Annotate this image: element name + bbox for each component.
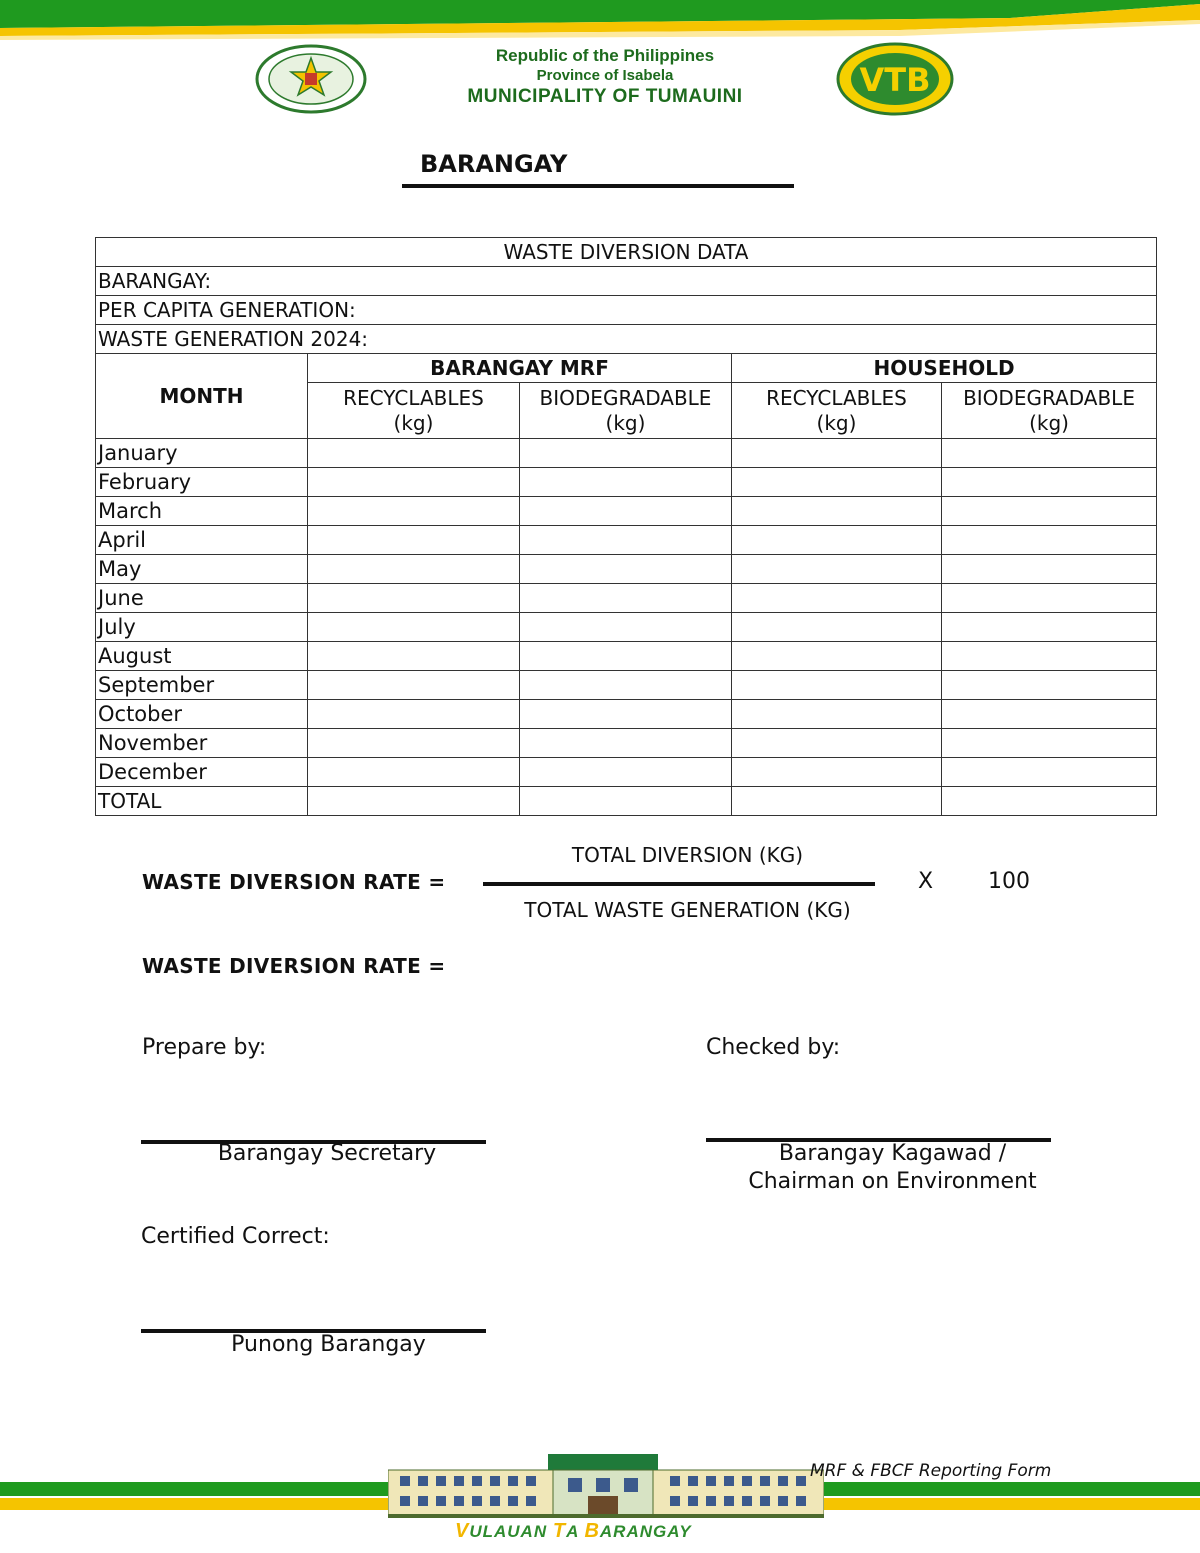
data-cell[interactable]	[732, 642, 942, 671]
data-cell[interactable]	[732, 613, 942, 642]
data-cell[interactable]	[942, 555, 1157, 584]
data-cell[interactable]	[732, 526, 942, 555]
checked-by-name-line1: Barangay Kagawad /	[778, 1141, 1007, 1166]
table-row	[96, 671, 1157, 700]
month-label: April	[96, 526, 308, 555]
data-cell[interactable]	[942, 787, 1157, 816]
data-cell[interactable]	[308, 497, 520, 526]
table-row	[96, 642, 1157, 671]
table-row	[96, 526, 1157, 555]
col-header-unit: (kg)	[605, 410, 646, 435]
table-row	[96, 439, 1157, 468]
col-header-unit: (kg)	[393, 410, 434, 435]
data-cell[interactable]	[308, 729, 520, 758]
data-cell[interactable]	[520, 671, 732, 700]
data-cell[interactable]	[732, 468, 942, 497]
diversion-rate-result-label: WASTE DIVERSION RATE =	[142, 954, 446, 978]
data-cell[interactable]	[520, 526, 732, 555]
slogan-word: ULAUAN	[469, 1522, 553, 1541]
data-cell[interactable]	[520, 497, 732, 526]
col-header-household-recyclables	[732, 383, 942, 439]
month-label: May	[96, 555, 308, 584]
header-color-band	[0, 0, 1200, 40]
data-cell[interactable]	[732, 729, 942, 758]
report-form-label: MRF & FBCF Reporting Form	[810, 1461, 1052, 1481]
checked-by-name-line2: Chairman on Environment	[748, 1169, 1037, 1194]
col-header-name: BIODEGRADABLE	[963, 385, 1135, 410]
month-header: MONTH	[96, 354, 308, 439]
slogan-word: ARANGAY	[599, 1522, 692, 1541]
data-cell[interactable]	[732, 671, 942, 700]
table-row	[96, 555, 1157, 584]
vtb-slogan	[455, 1520, 692, 1543]
col-header-mrf-biodegradable	[520, 383, 732, 439]
data-cell[interactable]	[308, 700, 520, 729]
table-row-total	[96, 787, 1157, 816]
data-cell[interactable]	[520, 787, 732, 816]
data-cell[interactable]	[308, 642, 520, 671]
data-cell[interactable]	[308, 526, 520, 555]
col-header-unit: (kg)	[1029, 410, 1069, 435]
col-header-name: BIODEGRADABLE	[539, 385, 712, 410]
total-label: TOTAL	[96, 787, 308, 816]
header-republic: Republic of the Philippines	[495, 46, 715, 65]
formula-times: X	[918, 869, 934, 894]
month-label: August	[96, 642, 308, 671]
data-cell[interactable]	[308, 787, 520, 816]
info-per-capita[interactable]: PER CAPITA GENERATION:	[96, 296, 1157, 325]
col-header-name: RECYCLABLES	[766, 385, 907, 410]
table-row	[96, 613, 1157, 642]
month-label: January	[96, 439, 308, 468]
month-label: December	[96, 758, 308, 787]
header-province: Province of Isabela	[536, 67, 674, 84]
certified-correct-label: Certified Correct:	[141, 1224, 330, 1249]
checked-by-name	[720, 1140, 1065, 1196]
col-header-name: RECYCLABLES	[343, 385, 484, 410]
header-municipality: MUNICIPALITY OF TUMAUINI	[467, 86, 743, 107]
slogan-initial: B	[584, 1520, 600, 1542]
data-cell[interactable]	[520, 439, 732, 468]
data-cell[interactable]	[732, 439, 942, 468]
barangay-name-line	[402, 184, 794, 188]
data-cell[interactable]	[942, 729, 1157, 758]
data-cell[interactable]	[520, 729, 732, 758]
table-row	[96, 468, 1157, 497]
certified-by-name: Punong Barangay	[231, 1332, 426, 1357]
data-cell[interactable]	[308, 584, 520, 613]
data-cell[interactable]	[942, 497, 1157, 526]
data-cell[interactable]	[308, 555, 520, 584]
data-cell[interactable]	[942, 613, 1157, 642]
barangay-title: BARANGAY	[420, 150, 568, 178]
data-cell[interactable]	[942, 700, 1157, 729]
info-barangay[interactable]: BARANGAY:	[96, 267, 1157, 296]
month-label: October	[96, 700, 308, 729]
table-row	[96, 497, 1157, 526]
slogan-initial: V	[455, 1520, 470, 1542]
month-label: July	[96, 613, 308, 642]
table-row	[96, 729, 1157, 758]
month-label: February	[96, 468, 308, 497]
vtb-seal-text: VTB	[859, 61, 931, 99]
month-label: November	[96, 729, 308, 758]
group-header-barangay-mrf: BARANGAY MRF	[308, 354, 732, 383]
data-cell[interactable]	[942, 584, 1157, 613]
formula-denominator: TOTAL WASTE GENERATION (KG)	[524, 898, 851, 922]
table-row	[96, 758, 1157, 787]
data-cell[interactable]	[520, 758, 732, 787]
data-cell[interactable]	[942, 526, 1157, 555]
month-label: March	[96, 497, 308, 526]
table-title: WASTE DIVERSION DATA	[96, 238, 1157, 267]
data-cell[interactable]	[732, 555, 942, 584]
slogan-initial: T	[552, 1520, 567, 1542]
data-cell[interactable]	[308, 671, 520, 700]
formula-multiplier: 100	[988, 869, 1030, 894]
month-label: June	[96, 584, 308, 613]
data-cell[interactable]	[520, 642, 732, 671]
data-cell[interactable]	[732, 700, 942, 729]
data-cell[interactable]	[308, 439, 520, 468]
data-cell[interactable]	[308, 758, 520, 787]
month-label: September	[96, 671, 308, 700]
data-cell[interactable]	[520, 613, 732, 642]
municipal-building-icon	[388, 1452, 824, 1518]
data-cell[interactable]	[942, 642, 1157, 671]
vtb-seal-logo	[836, 42, 954, 116]
data-cell[interactable]	[308, 468, 520, 497]
data-cell[interactable]	[942, 671, 1157, 700]
col-header-mrf-recyclables	[308, 383, 520, 439]
checked-by-label: Checked by:	[706, 1035, 841, 1060]
data-cell[interactable]	[520, 700, 732, 729]
data-cell[interactable]	[732, 584, 942, 613]
data-cell[interactable]	[308, 613, 520, 642]
data-cell[interactable]	[942, 439, 1157, 468]
barangay-seal-logo	[255, 44, 367, 114]
info-waste-generation[interactable]: WASTE GENERATION 2024:	[96, 325, 1157, 354]
table-row	[96, 700, 1157, 729]
prepared-by-label: Prepare by:	[142, 1035, 267, 1060]
data-cell[interactable]	[732, 497, 942, 526]
data-cell[interactable]	[942, 468, 1157, 497]
data-cell[interactable]	[520, 555, 732, 584]
fraction-bar	[483, 882, 875, 886]
formula-numerator: TOTAL DIVERSION (KG)	[571, 843, 804, 867]
waste-diversion-table	[95, 237, 1157, 816]
col-header-household-biodegradable	[942, 383, 1157, 439]
data-cell[interactable]	[520, 584, 732, 613]
prepared-by-name: Barangay Secretary	[217, 1141, 437, 1166]
table-row	[96, 584, 1157, 613]
col-header-unit: (kg)	[816, 410, 857, 435]
data-cell[interactable]	[732, 758, 942, 787]
data-cell[interactable]	[520, 468, 732, 497]
data-cell[interactable]	[942, 758, 1157, 787]
data-cell[interactable]	[732, 787, 942, 816]
slogan-word: A	[566, 1522, 585, 1541]
group-header-household: HOUSEHOLD	[732, 354, 1157, 383]
header-text-block	[400, 46, 810, 109]
diversion-rate-label: WASTE DIVERSION RATE =	[142, 870, 446, 894]
